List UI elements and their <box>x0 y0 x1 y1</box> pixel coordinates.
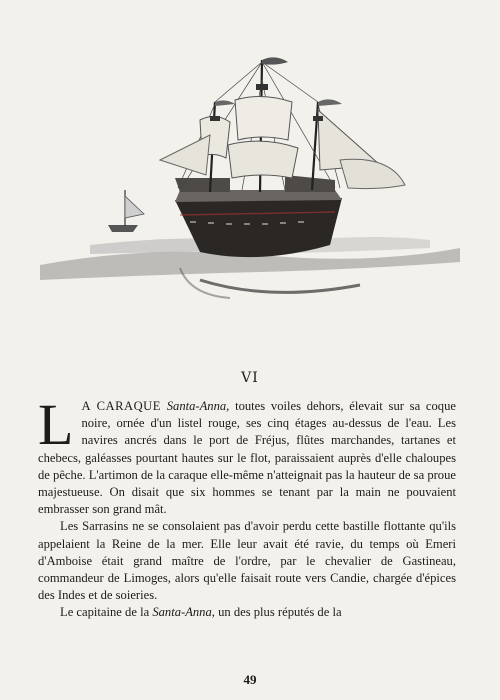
paragraph-1 <box>38 392 456 518</box>
lead-small-caps: A CARAQUE <box>81 399 161 413</box>
paragraph-1-text: toutes voiles dehors, élevait sur sa coque noire, ornée d'un listel rouge, ses cinq étages au-dessus de l'eau. Les navires ancrés dans le port de Fréjus, flûtes marchandes, tartanes et chebecs, galéasses pourtant hautes sur le flot, paraissaient auprès d'elle chaloupes de pêche. L'artimon de la caraque elle-même n'atteignait pas la hauteur de sa proue majestueuse. On disait que six hommes se tenant par la main ne pouvaient embrasser son grand mât. <box>38 399 456 517</box>
paragraph-3-text-after: un des plus réputés de la <box>214 605 342 620</box>
chapter-number: VI <box>241 370 259 386</box>
paragraph-3 <box>38 604 456 621</box>
paragraph-2: Les Sarrasins ne se consolaient pas d'avoir perdu cette bastille flottante qu'ils appelaient la Reine de la mer. Elle leur avait été ravie, du temps où Emeri d'Amboise était grand maître de l'ordre, par le chevalier de Gastineau, commandeur de Limoges, alors qu'elle faisait route vers Candie, chargée d'épices des Indes et de soieries. <box>38 519 456 603</box>
drop-cap: L <box>38 392 74 457</box>
ship-name: Santa-Anna, <box>166 399 230 413</box>
paragraph-3-text-before: Le capitaine de la <box>60 605 153 620</box>
ship-name: Santa-Anna, <box>152 605 215 620</box>
caravel-ship-illustration <box>30 40 470 310</box>
chapter-body-text <box>38 392 456 622</box>
page-number: 49 <box>243 672 257 687</box>
